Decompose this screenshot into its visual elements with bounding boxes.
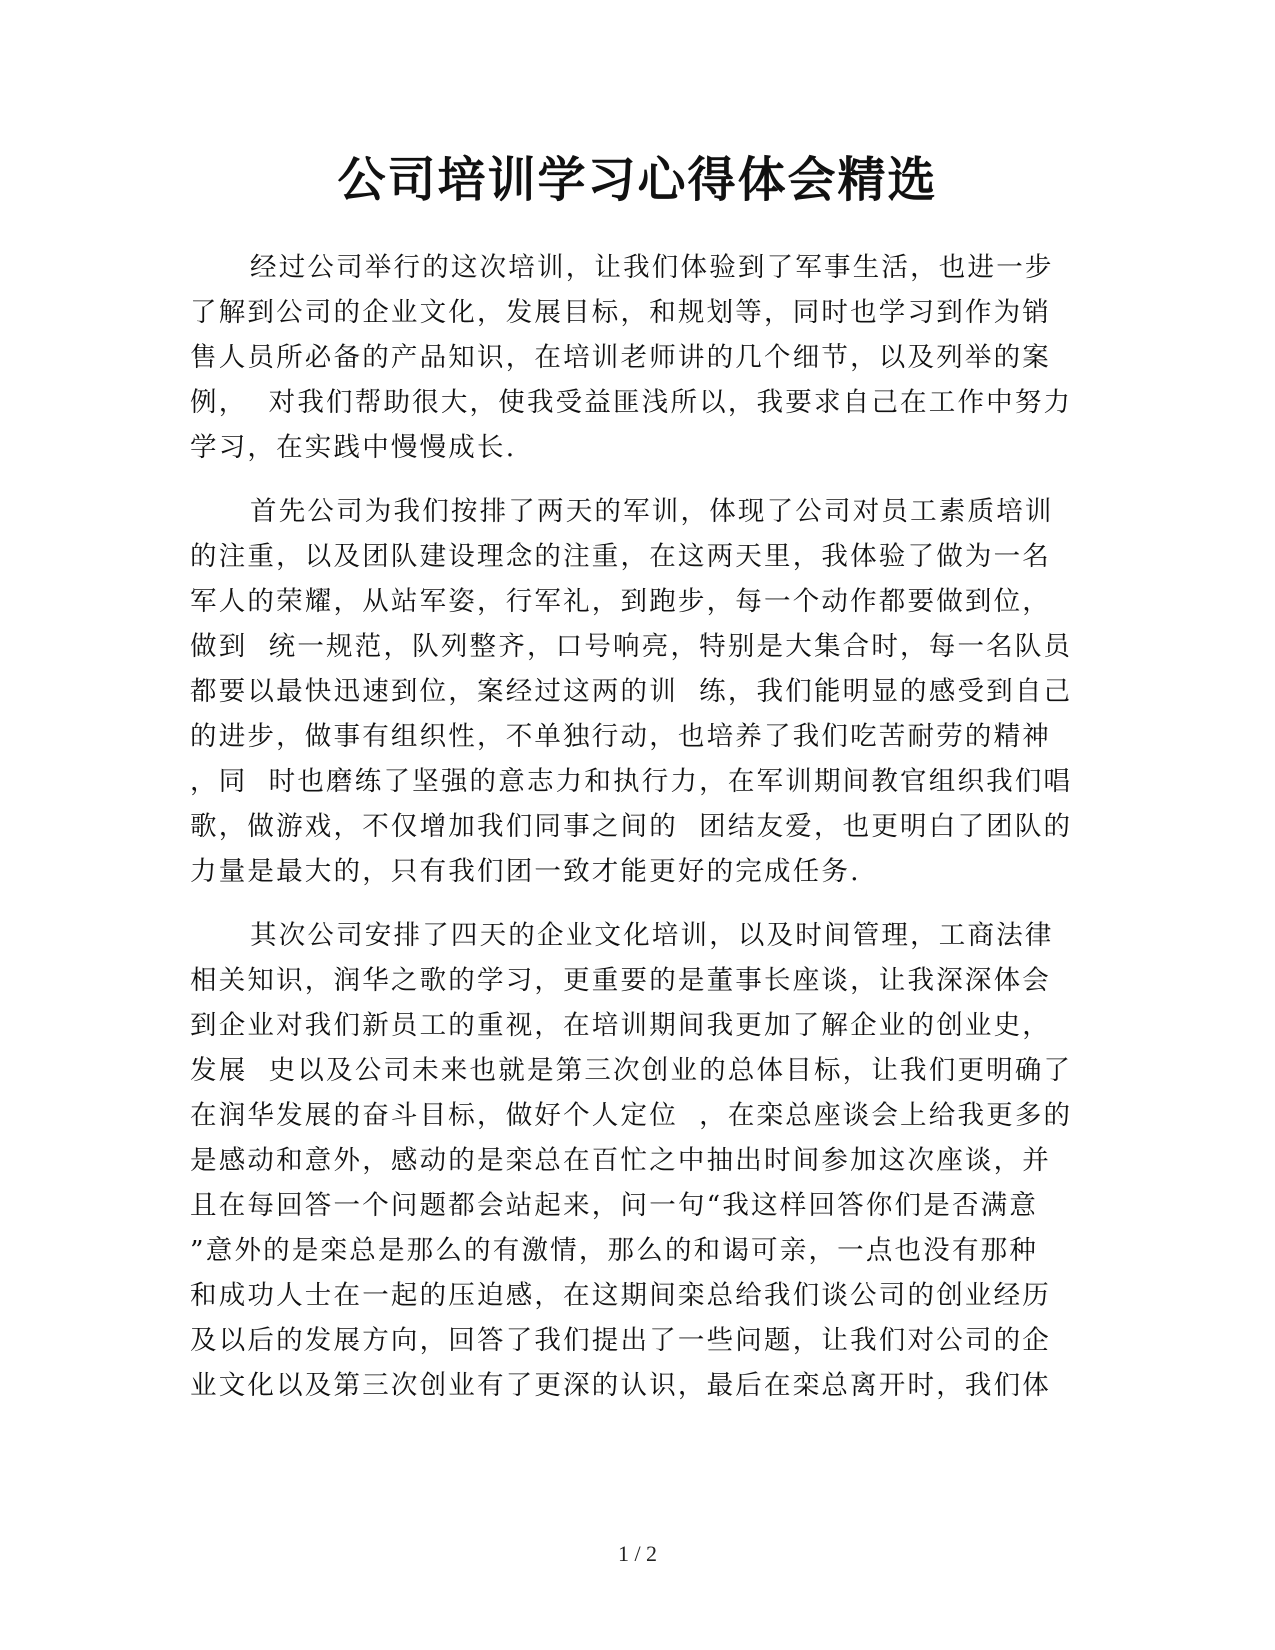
page-number: 1 / 2	[617, 1541, 658, 1566]
paragraph-spacer	[190, 894, 1080, 913]
text-line: 发展 史以及公司未来也就是第三次创业的总体目标，让我们更明确了	[190, 1055, 1073, 1086]
paragraph-1	[190, 245, 1080, 470]
paragraph-2	[190, 489, 1080, 894]
text-line: 售人员所必备的产品知识，在培训老师讲的几个细节，以及列举的案	[190, 342, 1051, 373]
text-line: 做到 统一规范，队列整齐，口号响亮，特别是大集合时，每一名队员	[190, 631, 1073, 662]
document-body	[190, 245, 1080, 1408]
text-line: 是感动和意外，感动的是栾总在百忙之中抽出时间参加这次座谈，并	[190, 1145, 1051, 1176]
text-line: 的注重，以及团队建设理念的注重，在这两天里，我体验了做为一名	[190, 541, 1051, 572]
text-line: 及以后的发展方向，回答了我们提出了一些问题，让我们对公司的企	[190, 1325, 1051, 1356]
text-line: 相关知识，润华之歌的学习，更重要的是董事长座谈，让我深深体会	[190, 965, 1051, 996]
paragraph-spacer	[190, 470, 1080, 489]
text-line: 都要以最快迅速到位，案经过这两的训 练，我们能明显的感受到自己	[190, 676, 1073, 707]
text-line: 经过公司举行的这次培训，让我们体验到了军事生活，也进一步	[250, 252, 1054, 283]
text-line: 首先公司为我们按排了两天的军训，体现了公司对员工素质培训	[250, 496, 1054, 527]
paragraph-3	[190, 913, 1080, 1408]
text-line: 到企业对我们新员工的重视，在培训期间我更加了解企业的创业史，	[190, 1010, 1051, 1041]
text-line: 了解到公司的企业文化，发展目标，和规划等，同时也学习到作为销	[190, 297, 1051, 328]
text-line: 例， 对我们帮助很大，使我受益匪浅所以，我要求自己在工作中努力	[190, 387, 1073, 418]
document-title: 公司培训学习心得体会精选	[337, 152, 938, 208]
text-line: 且在每回答一个问题都会站起来，问一句“我这样回答你们是否满意	[190, 1190, 1039, 1221]
text-line: ”意外的是栾总是那么的有激情，那么的和谒可亲，一点也没有那种	[190, 1235, 1039, 1266]
text-line: 在润华发展的奋斗目标，做好个人定位 ，在栾总座谈会上给我更多的	[190, 1100, 1073, 1131]
text-line: 学习，在实践中慢慢成长.	[190, 432, 517, 463]
text-line: 其次公司安排了四天的企业文化培训，以及时间管理，工商法律	[250, 920, 1054, 951]
text-line: 的进步，做事有组织性，不单独行动，也培养了我们吃苦耐劳的精神	[190, 721, 1051, 752]
text-line: 军人的荣耀，从站军姿，行军礼，到跑步，每一个动作都要做到位，	[190, 586, 1051, 617]
text-line: 力量是最大的，只有我们团一致才能更好的完成任务.	[190, 856, 861, 887]
text-line: 歌，做游戏，不仅增加我们同事之间的 团结友爱，也更明白了团队的	[190, 811, 1073, 842]
text-line: 业文化以及第三次创业有了更深的认识，最后在栾总离开时，我们体	[190, 1370, 1051, 1401]
text-line: ，同 时也磨练了坚强的意志力和执行力，在军训期间教官组织我们唱	[190, 766, 1073, 797]
text-line: 和成功人士在一起的压迫感，在这期间栾总给我们谈公司的创业经历	[190, 1280, 1051, 1311]
